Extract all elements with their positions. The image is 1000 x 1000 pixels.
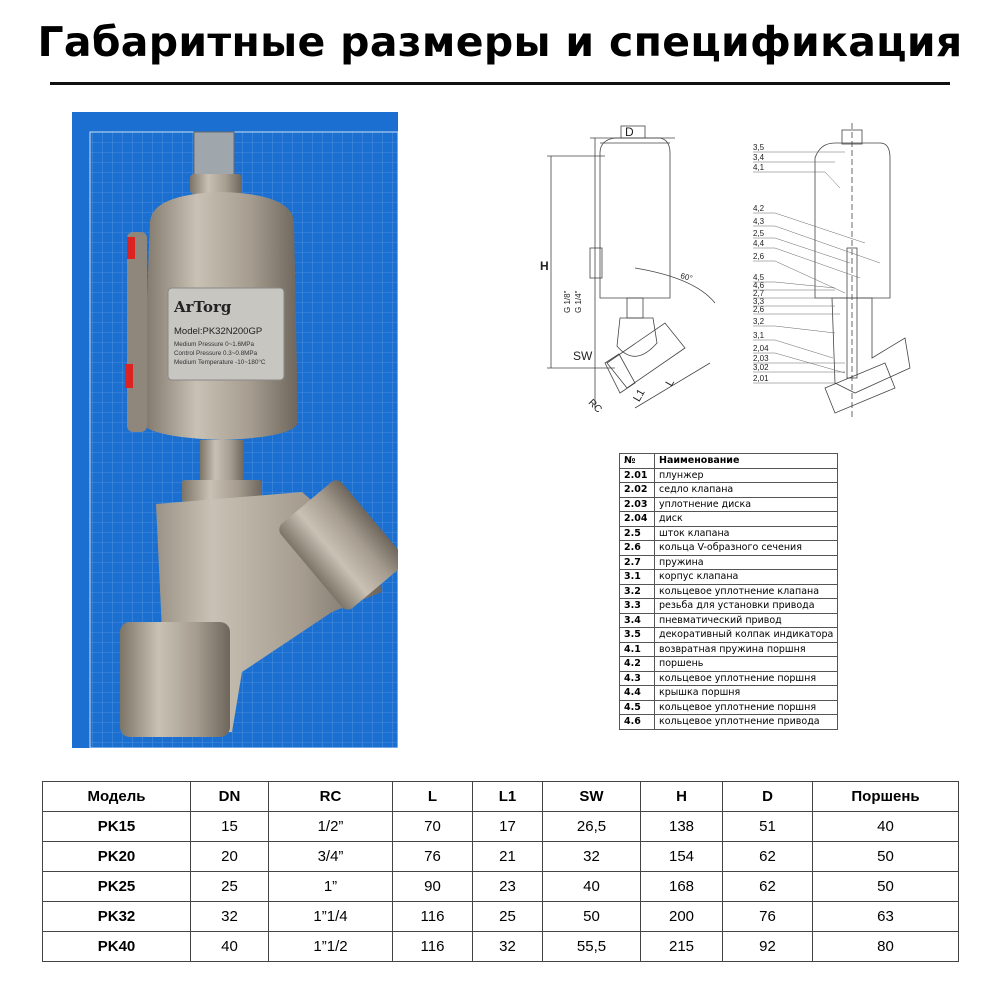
part-name: седло клапана: [655, 483, 838, 498]
spec-cell: 32: [543, 842, 641, 872]
part-name: пружина: [655, 555, 838, 570]
parts-table-row: [620, 497, 838, 512]
spec-table-row: [43, 812, 959, 842]
spec-table: [42, 781, 959, 962]
dimension-diagram: [535, 118, 935, 433]
part-number: 4.1: [620, 642, 655, 657]
spec-cell: 3/4”: [269, 842, 393, 872]
part-name: уплотнение диска: [655, 497, 838, 512]
spec-cell: 40: [813, 812, 959, 842]
dim-H: H: [540, 259, 549, 273]
callout: 4,3: [753, 217, 765, 226]
part-number: 4.2: [620, 657, 655, 672]
parts-table-row: [620, 599, 838, 614]
part-number: 4.5: [620, 700, 655, 715]
part-number: 4.3: [620, 671, 655, 686]
spec-cell: 154: [641, 842, 723, 872]
spec-cell: 62: [723, 872, 813, 902]
callout: 2,03: [753, 354, 769, 363]
spec-cell: 116: [393, 932, 473, 962]
part-name: шток клапана: [655, 526, 838, 541]
column-header: D: [723, 782, 813, 812]
model-cell: PK25: [43, 872, 191, 902]
parts-table-row: [620, 555, 838, 570]
spec-cell: 50: [813, 872, 959, 902]
part-number: 2.7: [620, 555, 655, 570]
callout: 3,2: [753, 317, 765, 326]
spec-cell: 215: [641, 932, 723, 962]
model-cell: PK15: [43, 812, 191, 842]
spec-cell: 40: [191, 932, 269, 962]
parts-table-row: [620, 628, 838, 643]
callout: 4,1: [753, 163, 765, 172]
callout: 2,5: [753, 229, 765, 238]
callout: 3,02: [753, 363, 769, 372]
dim-L: L: [663, 377, 677, 389]
callout: 4,2: [753, 204, 765, 213]
spec-cell: 63: [813, 902, 959, 932]
spec-cell: 25: [191, 872, 269, 902]
parts-table-row: [620, 613, 838, 628]
parts-table-row: [620, 512, 838, 527]
callout: 4,4: [753, 239, 765, 248]
part-name: резьба для установки привода: [655, 599, 838, 614]
part-name: кольцевое уплотнение поршня: [655, 671, 838, 686]
part-number: 4.6: [620, 715, 655, 730]
photo-model: Model:PK32N200GP: [174, 326, 263, 337]
callout: 3,3: [753, 297, 765, 306]
part-number: 3.5: [620, 628, 655, 643]
part-number: 2.5: [620, 526, 655, 541]
parts-table-row: [620, 700, 838, 715]
part-number: 2.01: [620, 468, 655, 483]
part-number: 2.04: [620, 512, 655, 527]
photo-medium-temperature: Medium Temperature -10~180°C: [174, 359, 266, 366]
dim-g18: G 1/8": [563, 290, 572, 313]
column-header: L: [393, 782, 473, 812]
part-name: кольцевое уплотнение клапана: [655, 584, 838, 599]
callout: 4,5: [753, 273, 765, 282]
part-number: 2.02: [620, 483, 655, 498]
dim-D: D: [625, 125, 634, 139]
parts-table-row: [620, 468, 838, 483]
part-name: корпус клапана: [655, 570, 838, 585]
spec-cell: 76: [723, 902, 813, 932]
callout: 3,4: [753, 153, 765, 162]
part-number: 3.1: [620, 570, 655, 585]
spec-cell: 15: [191, 812, 269, 842]
spec-cell: 76: [393, 842, 473, 872]
parts-table-row: [620, 686, 838, 701]
model-cell: PK20: [43, 842, 191, 872]
parts-table-row: [620, 657, 838, 672]
parts-table-row: [620, 483, 838, 498]
parts-table-row: [620, 541, 838, 556]
callout: 2,04: [753, 344, 769, 353]
column-header: H: [641, 782, 723, 812]
spec-cell: 200: [641, 902, 723, 932]
photo-medium-pressure: Medium Pressure 0~1.6MPa: [174, 341, 254, 348]
dim-angle: 60°: [679, 271, 694, 284]
part-number: 3.3: [620, 599, 655, 614]
spec-cell: 116: [393, 902, 473, 932]
callout: 3,5: [753, 143, 765, 152]
part-name: пневматический привод: [655, 613, 838, 628]
spec-cell: 20: [191, 842, 269, 872]
dim-g14: G 1/4": [574, 290, 583, 313]
part-number: 2.6: [620, 541, 655, 556]
part-name: диск: [655, 512, 838, 527]
part-name: поршень: [655, 657, 838, 672]
callout: 2,7: [753, 289, 765, 298]
part-name: кольца V-образного сечения: [655, 541, 838, 556]
part-number: 3.4: [620, 613, 655, 628]
spec-table-header: [43, 782, 959, 812]
header-number: №: [620, 454, 655, 469]
spec-cell: 1/2”: [269, 812, 393, 842]
parts-table-row: [620, 642, 838, 657]
part-name: кольцевое уплотнение привода: [655, 715, 838, 730]
photo-brand: ArTorg: [174, 298, 232, 316]
dim-SW: SW: [573, 349, 593, 363]
column-header: L1: [473, 782, 543, 812]
model-cell: PK32: [43, 902, 191, 932]
parts-table-row: [620, 715, 838, 730]
page-title: Габаритные размеры и спецификация: [37, 18, 963, 66]
spec-cell: 26,5: [543, 812, 641, 842]
part-name: декоративный колпак индикатора: [655, 628, 838, 643]
header-name: Наименование: [655, 454, 838, 469]
spec-cell: 23: [473, 872, 543, 902]
column-header: DN: [191, 782, 269, 812]
spec-table-row: [43, 902, 959, 932]
parts-table-row: [620, 570, 838, 585]
spec-cell: 51: [723, 812, 813, 842]
part-number: 3.2: [620, 584, 655, 599]
part-name: плунжер: [655, 468, 838, 483]
parts-table-row: [620, 584, 838, 599]
spec-cell: 32: [191, 902, 269, 932]
parts-table-header: [620, 454, 838, 469]
callout: 2,6: [753, 252, 765, 261]
spec-cell: 92: [723, 932, 813, 962]
spec-cell: 50: [543, 902, 641, 932]
model-cell: PK40: [43, 932, 191, 962]
photo-control-pressure: Control Pressure 0.3~0.8MPa: [174, 350, 258, 357]
spec-cell: 90: [393, 872, 473, 902]
column-header: SW: [543, 782, 641, 812]
spec-cell: 1”1/2: [269, 932, 393, 962]
spec-cell: 32: [473, 932, 543, 962]
spec-cell: 168: [641, 872, 723, 902]
spec-table-row: [43, 932, 959, 962]
column-header: Модель: [43, 782, 191, 812]
spec-cell: 17: [473, 812, 543, 842]
part-name: возвратная пружина поршня: [655, 642, 838, 657]
dim-RC: RC: [585, 397, 604, 416]
spec-cell: 1”: [269, 872, 393, 902]
spec-cell: 62: [723, 842, 813, 872]
spec-cell: 25: [473, 902, 543, 932]
parts-table: [619, 453, 838, 730]
spec-cell: 21: [473, 842, 543, 872]
callout: 2,6: [753, 305, 765, 314]
dim-L1: L1: [631, 387, 648, 404]
spec-cell: 40: [543, 872, 641, 902]
column-header: Поршень: [813, 782, 959, 812]
part-number: 4.4: [620, 686, 655, 701]
parts-table-row: [620, 526, 838, 541]
part-number: 2.03: [620, 497, 655, 512]
part-name: кольцевое уплотнение поршня: [655, 700, 838, 715]
callout: 3,1: [753, 331, 765, 340]
product-photo: [72, 112, 398, 748]
spec-cell: 80: [813, 932, 959, 962]
callout: 2,01: [753, 374, 769, 383]
callout: 4,6: [753, 281, 765, 290]
title-underline: [50, 82, 950, 85]
spec-cell: 1”1/4: [269, 902, 393, 932]
part-name: крышка поршня: [655, 686, 838, 701]
spec-cell: 50: [813, 842, 959, 872]
spec-table-row: [43, 872, 959, 902]
spec-table-row: [43, 842, 959, 872]
spec-cell: 70: [393, 812, 473, 842]
parts-table-row: [620, 671, 838, 686]
spec-cell: 55,5: [543, 932, 641, 962]
spec-cell: 138: [641, 812, 723, 842]
column-header: RC: [269, 782, 393, 812]
